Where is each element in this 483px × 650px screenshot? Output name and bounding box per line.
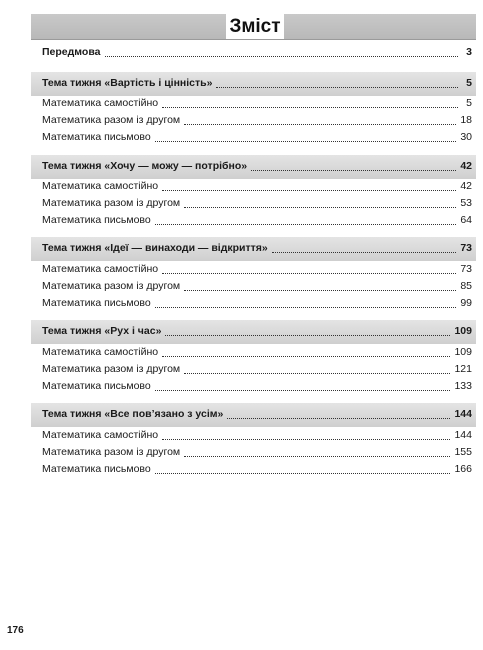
toc-entry-page: 5 [466, 97, 472, 109]
leader-dots [155, 472, 451, 474]
leader-dots [184, 455, 450, 457]
toc-entry-page: 121 [454, 363, 472, 375]
toc-entry-page: 73 [460, 263, 472, 275]
toc-entry-page: 18 [460, 114, 472, 126]
toc-entry-label: Математика разом із другом [42, 114, 181, 126]
toc-entry-page: 99 [460, 297, 472, 309]
toc-entry-page: 155 [454, 446, 472, 458]
section-name: «Рух і час» [104, 325, 162, 337]
toc-entry-label: Математика самостійно [42, 346, 159, 358]
leader-dots [184, 206, 456, 208]
section-prefix: Тема тижня [42, 242, 105, 254]
toc-entry[interactable] [42, 297, 472, 311]
toc-entry-page: 144 [454, 408, 472, 420]
section-name: «Хочу — можу — потрібно» [104, 160, 248, 172]
toc-entry-label: Передмова [42, 46, 101, 58]
toc-entry[interactable] [42, 463, 472, 477]
leader-dots [162, 272, 456, 274]
leader-dots [162, 189, 456, 191]
toc-entry-label: Математика разом із другом [42, 280, 181, 292]
leader-dots [272, 251, 457, 253]
toc-entry-label: Математика письмово [42, 380, 151, 392]
leader-dots [155, 223, 457, 225]
page-title: Зміст [226, 14, 284, 39]
toc-entry-page: 3 [466, 46, 472, 58]
toc-entry-label: Математика самостійно [42, 97, 159, 109]
toc-entry-page: 42 [460, 160, 472, 172]
leader-dots [227, 417, 450, 419]
toc-entry[interactable] [42, 280, 472, 294]
leader-dots [155, 389, 451, 391]
toc-section-heading[interactable] [42, 77, 472, 91]
toc-entry[interactable] [42, 180, 472, 194]
toc-entry[interactable] [42, 214, 472, 228]
leader-dots [105, 55, 458, 57]
leader-dots [184, 372, 450, 374]
toc-entry[interactable] [42, 446, 472, 460]
section-prefix: Тема тижня [42, 160, 105, 172]
toc-entry-label: Математика разом із другом [42, 197, 181, 209]
leader-dots [155, 140, 457, 142]
toc-entry[interactable] [42, 363, 472, 377]
toc-entry-label: Математика письмово [42, 463, 151, 475]
section-prefix: Тема тижня [42, 408, 105, 420]
toc-entry-label: Математика самостійно [42, 180, 159, 192]
toc-entry-page: 64 [460, 214, 472, 226]
leader-dots [162, 355, 450, 357]
section-name: «Ідеї — винаходи — відкриття» [104, 242, 268, 254]
leader-dots [162, 438, 450, 440]
leader-dots [216, 86, 458, 88]
toc-entry-page: 42 [460, 180, 472, 192]
toc-entry-page: 109 [454, 325, 472, 337]
section-prefix: Тема тижня [42, 325, 105, 337]
toc-section-heading[interactable] [42, 408, 472, 422]
toc-entry-page: 5 [466, 77, 472, 89]
toc-entry-page: 53 [460, 197, 472, 209]
toc-section-heading[interactable] [42, 242, 472, 256]
toc-entry-label: Математика разом із другом [42, 363, 181, 375]
page-number: 176 [7, 625, 24, 636]
toc-entry-page: 166 [454, 463, 472, 475]
toc-entry-page: 73 [460, 242, 472, 254]
leader-dots [184, 289, 456, 291]
toc-entry[interactable] [42, 263, 472, 277]
section-name: «Вартість і цінність» [104, 77, 213, 89]
toc-entry-label: Математика самостійно [42, 429, 159, 441]
section-name: «Все пов’язано з усім» [104, 408, 224, 420]
toc-section-heading[interactable] [42, 160, 472, 174]
toc-entry-page: 144 [454, 429, 472, 441]
toc-entry[interactable] [42, 197, 472, 211]
toc-entry-page: 30 [460, 131, 472, 143]
toc-entry[interactable] [42, 380, 472, 394]
toc-entry[interactable] [42, 429, 472, 443]
toc-entry-page: 133 [454, 380, 472, 392]
toc-entry-label: Математика письмово [42, 131, 151, 143]
toc-entry-label: Математика разом із другом [42, 446, 181, 458]
leader-dots [162, 106, 458, 108]
toc-entry-label: Математика самостійно [42, 263, 159, 275]
toc-entry-label: Математика письмово [42, 297, 151, 309]
toc-entry-label: Математика письмово [42, 214, 151, 226]
leader-dots [184, 123, 456, 125]
toc-entry[interactable] [42, 114, 472, 128]
section-prefix: Тема тижня [42, 77, 105, 89]
leader-dots [251, 169, 456, 171]
leader-dots [155, 306, 457, 308]
toc-entry-page: 109 [454, 346, 472, 358]
toc-entry[interactable] [42, 131, 472, 145]
toc-preface[interactable] [42, 46, 472, 60]
leader-dots [165, 334, 450, 336]
toc-entry-page: 85 [460, 280, 472, 292]
toc-section-heading[interactable] [42, 325, 472, 339]
toc-entry[interactable] [42, 97, 472, 111]
toc-entry[interactable] [42, 346, 472, 360]
